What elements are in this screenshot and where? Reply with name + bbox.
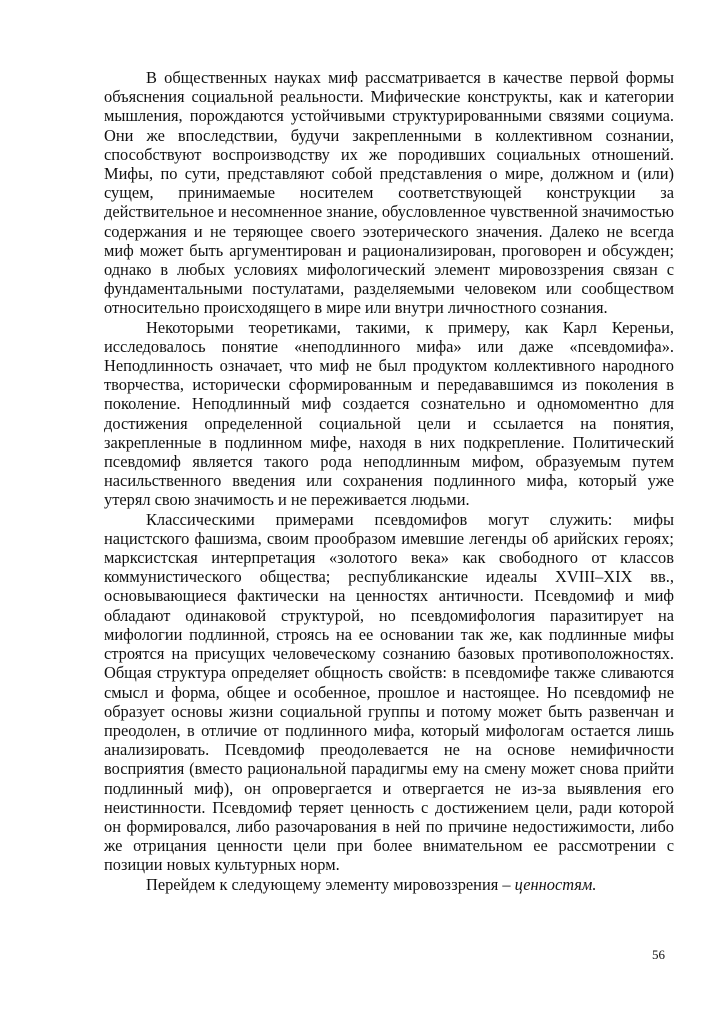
paragraph-pseudomyth-concept: Некоторыми теоретиками, такими, к примеру, как Карл Кереньи, исследовалось понятие «неподлинного мифа» или даже «псевдомифа». Неподлинность означает, что миф не был продуктом коллективного народного творчества, исторически сформированным и передававшимся из поколения в поколение. Неподлинный миф создается сознательно и одномоментно для достижения определенной социальной цели и ссылается на понятия, закрепленные в подлинном мифе, находя в них подкрепление. Политический псевдомиф является такого рода неподлинным мифом, образуемым путем насильственного введения или сохранения подлинного мифа, который уже утерял свою значимость и не переживается людьми. <box>104 317 674 510</box>
paragraph-pseudomyth-examples: Классическими примерами псевдомифов могут служить: мифы нацистского фашизма, своим прообразом имевшие легенды об арийских героях; марксистская интерпретация «золотого века» как свободного от классов коммунистического общества; республиканские идеалы XVIII–XIX вв., основывающиеся фактически на ценностях античности. Псевдомиф и миф обладают одинаковой структурой, но псевдомифология паразитирует на мифологии подлинной, строясь на ее основании так же, как подлинные мифы строятся на присущих человеческому сознанию базовых противоположностях. Общая структура определяет общность свойств: в псевдомифе также сливаются смысл и форма, общее и особенное, прошлое и настоящее. Но псевдомиф не образует основы жизни социальной группы и потому может быть развенчан и преодолен, в отличие от подлинного мифа, который мифологам остается лишь анализировать. Псевдомиф преодолевается не на основе немифичности восприятия (вместо рациональной парадигмы ему на смену может снова прийти подлинный миф), он опровергается и отвергается не из-за выявления его неистинности. Псевдомиф теряет ценность с достижением цели, ради которой он формировался, либо разочарования в ней по причине недостижимости, либо же отрицания ценности цели при более внимательном ее рассмотрении с позиции новых культурных норм. <box>104 509 674 875</box>
paragraph-myth-definition: В общественных науках миф рассматривается в качестве первой формы объяснения социальной реальности. Мифические конструкты, как и категории мышления, порождаются устойчивыми структурированными связями социума. Они же впоследствии, будучи закрепленными в коллективном сознании, способствуют воспроизводству их же породивших социальных отношений. Мифы, по сути, представляют собой представления о мире, должном и (или) сущем, принимаемые носителем соответствующей конструкции за действительное и несомненное знание, обусловленное чувственной значимостью содержания и не теряющее своего эзотерического значения. Далеко не всегда миф может быть аргументирован и рационализирован, проговорен и обсужден; однако в любых условиях мифологический элемент мировоззрения связан с фундаментальными постулатами, разделяемыми человеком или сообществом относительно происходящего в мире или внутри личностного сознания. <box>104 68 674 318</box>
paragraph-next-element <box>104 875 674 894</box>
paragraph-next-element-end: . <box>592 874 597 894</box>
document-page <box>104 68 674 894</box>
paragraph-next-element-emphasis: ценностям <box>514 874 593 894</box>
paragraph-next-element-text: Перейдем к следующему элементу мировоззрения – <box>146 874 515 894</box>
page-number: 56 <box>652 947 665 962</box>
